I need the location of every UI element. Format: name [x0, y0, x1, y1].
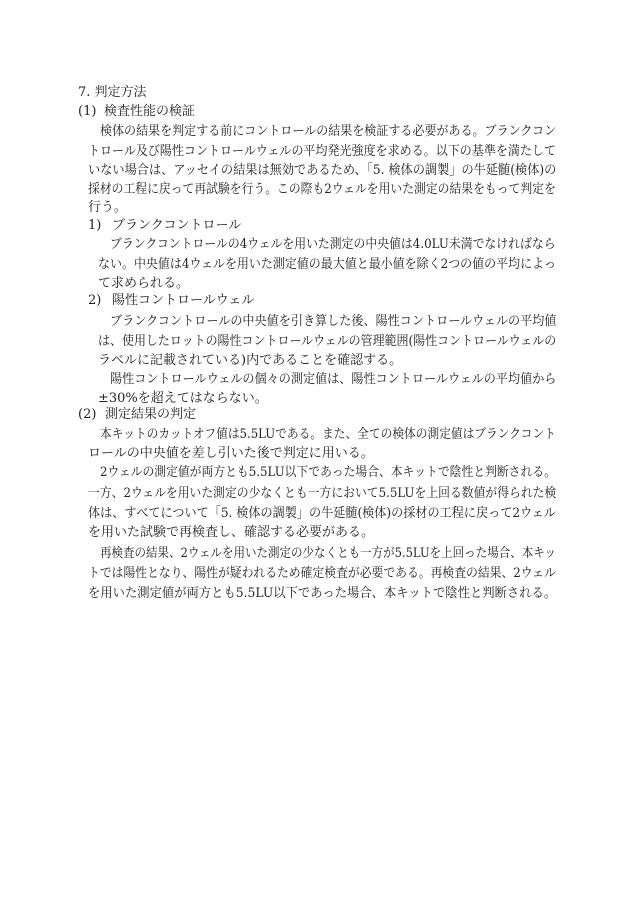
- item2-para2-line: 陽性コントロールウェルの個々の測定値は、陽性コントロールウェルの平均値から: [110, 372, 557, 387]
- sub2-para2-line: 体は、すべてについて「5. 検体の調製」の牛延髄(検体)の採材の工程に戻って2ウェル: [88, 506, 556, 521]
- item2-title: 陽性コントロールウェル: [112, 293, 255, 308]
- sub2-para3-line: 再検査の結果、2ウェルを用いた測定の少なくとも一方が5.5LUを上回った場合、本キッ: [100, 546, 557, 561]
- sub1-title: 検査性能の検証: [104, 104, 196, 119]
- sub1-para-line: 検体の結果を判定する前にコントロールの結果を検証する必要がある。ブランクコン: [100, 124, 557, 139]
- item2-number: 2): [88, 293, 102, 308]
- item2-para-line: ラベルに記載されている)内であることを確認する。: [98, 353, 403, 368]
- item1-para-line: ブランクコントロールの4ウェルを用いた測定の中央値は4.0LU未満でなければなら: [110, 237, 556, 252]
- item2-para2-line: ±30%を超えてはならない。: [98, 391, 268, 406]
- sub1-para-line: 行う。: [88, 200, 128, 215]
- item1-title: ブランクコントロール: [112, 218, 242, 233]
- sub1-number: (1): [78, 104, 97, 119]
- item1-number: 1): [88, 218, 102, 233]
- item1-para-line: て求められる。: [98, 276, 190, 291]
- sub2-para2-line: を用いた試験で再検査し、確認する必要がある。: [88, 525, 375, 540]
- sub2-para2-line: 一方、2ウェルを用いた測定の少なくとも一方において5.5LUを上回る数値が得られた検: [88, 486, 557, 501]
- sub1-para-line: 採材の工程に戻って再試験を行う。この際も2ウェルを用いた測定の結果をもって判定を: [88, 182, 556, 197]
- item2-para-line: ブランクコントロールの中央値を引き算した後、陽性コントロールウェルの平均値: [110, 314, 557, 329]
- sub1-para-line: いない場合は、アッセイの結果は無効であるため、「5. 検体の調製」の牛延髄(検体)の: [88, 163, 557, 178]
- item1-para-line: ない。中央値は4ウェルを用いた測定値の最大値と最小値を除く2つの値の平均によっ: [98, 257, 557, 272]
- sub2-para1-line: 本キットのカットオフ値は5.5LUである。また、全ての検体の測定値はブランクコント: [100, 427, 556, 442]
- item2-para-line: は、使用したロットの陽性コントロールウェルの管理範囲(陽性コントロールウェルの: [98, 334, 557, 349]
- sub2-number: (2): [78, 407, 97, 422]
- sub2-para2-line: 2ウェルの測定値が両方とも5.5LU以下であった場合、本キットで陰性と判断される。: [100, 465, 556, 480]
- sub2-title: 測定結果の判定: [105, 407, 197, 422]
- sub2-para1-line: ロールの中央値を差し引いた後で判定に用いる。: [88, 446, 374, 461]
- section-title: 7. 判定方法: [78, 85, 147, 100]
- sub1-para-line: トロール及び陽性コントロールウェルの平均発光強度を求める。以下の基準を満たして: [88, 144, 556, 159]
- sub2-para3-line: を用いた測定値が両方とも5.5LU以下であった場合、本キットで陰性と判断される。: [88, 586, 557, 601]
- sub2-para3-line: トでは陽性となり、陽性が疑われるため確定検査が必要である。再検査の結果、2ウェル: [88, 566, 556, 581]
